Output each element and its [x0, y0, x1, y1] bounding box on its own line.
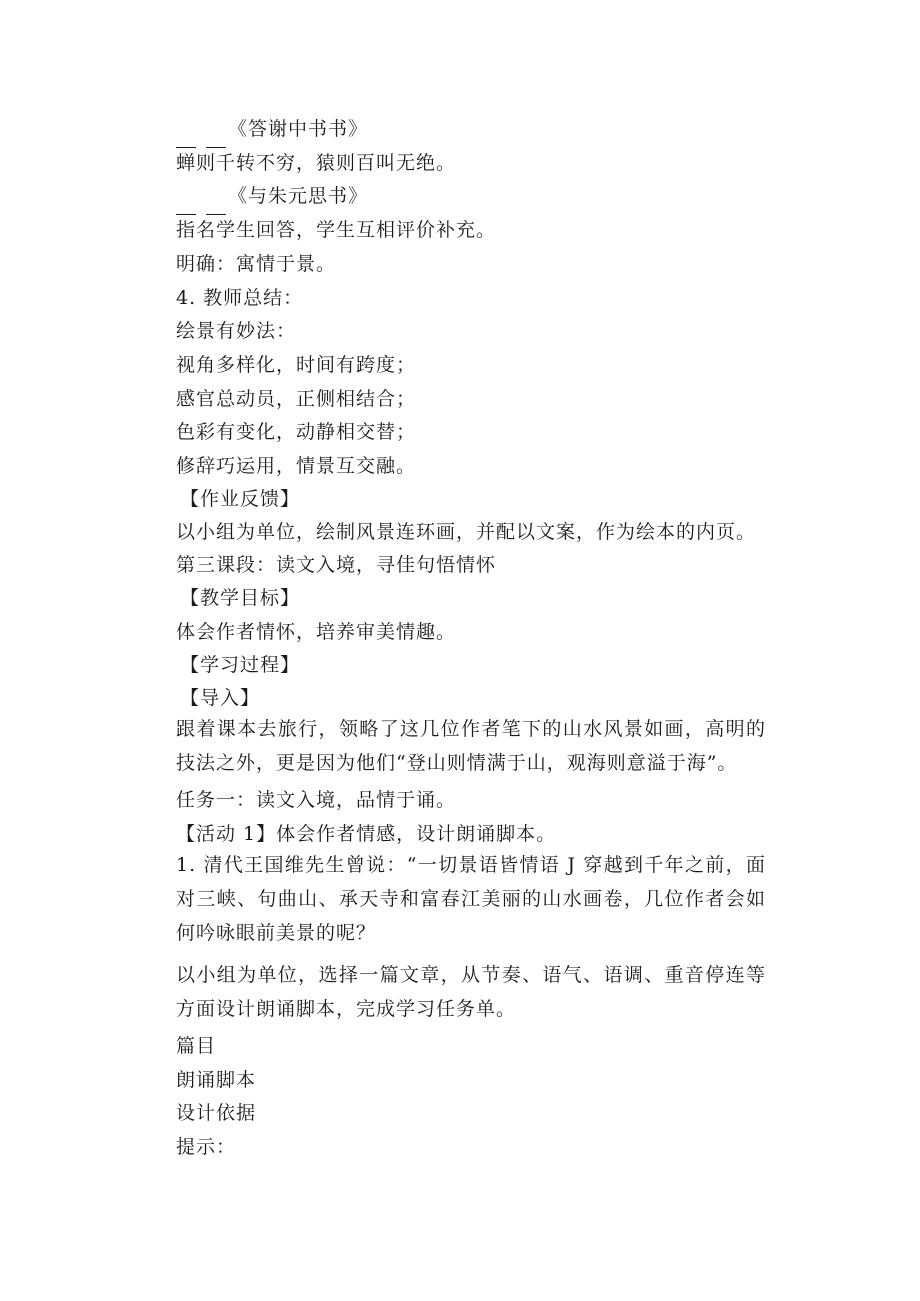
section-heading: 【导入】: [180, 687, 261, 709]
text-line: 任务一：读文入境，品情于诵。: [176, 789, 457, 811]
text-line: 指名学生回答，学生互相评价补充。: [176, 219, 497, 241]
text-line: 明确：寓情于景。: [176, 253, 337, 275]
paragraph: 以小组为单位，选择一篇文章，从节奏、语气、语调、重音停连等方面设计朗诵脚本，完成学习任务单。: [176, 964, 766, 1020]
section-heading: 【学习过程】: [180, 654, 301, 676]
text-line: 4. 教师总结：: [176, 287, 304, 309]
citation-line-1: [176, 117, 368, 141]
text-line: 绘景有妙法：: [176, 320, 297, 342]
table-label: 篇目: [176, 1035, 217, 1057]
section-title: 第三课段：读文入境，寻佳句悟情怀: [176, 554, 497, 576]
text-line: 【活动 1】体会作者情感，设计朗诵脚本。: [176, 823, 557, 845]
table-label: 朗诵脚本: [176, 1069, 257, 1091]
table-label: 提示：: [176, 1136, 237, 1158]
citation-title: 《答谢中书书》: [228, 118, 369, 140]
text-line: 感官总动员，正侧相结合；: [176, 388, 417, 410]
citation-line-2: [176, 184, 368, 208]
text-line: 蝉则千转不穷，猿则百叫无绝。: [176, 152, 457, 174]
citation-title: 《与朱元思书》: [228, 185, 369, 207]
table-label: 设计依据: [176, 1102, 257, 1124]
text-line: 以小组为单位，绘制风景连环画，并配以文案，作为绘本的内页。: [176, 521, 757, 543]
text-line: 视角多样化，时间有跨度；: [176, 354, 417, 376]
text-line: 体会作者情怀，培养审美情趣。: [176, 621, 457, 643]
section-heading: 【教学目标】: [180, 587, 301, 609]
text-line: 修辞巧运用，情景互交融。: [176, 455, 417, 477]
text-line: 色彩有变化，动静相交替；: [176, 421, 417, 443]
paragraph: 跟着课本去旅行，领略了这几位作者笔下的山水风景如画，高明的技法之外，更是因为他们“登山则情满于山，观海则意溢于海”。: [176, 718, 766, 774]
section-heading: 【作业反馈】: [180, 488, 301, 510]
paragraph: 1. 清代王国维先生曾说：“一切景语皆情语 J 穿越到千年之前，面对三峡、句曲山、承天寺和富春江美丽的山水画卷，几位作者会如何吟咏眼前美景的呢？: [176, 854, 766, 944]
